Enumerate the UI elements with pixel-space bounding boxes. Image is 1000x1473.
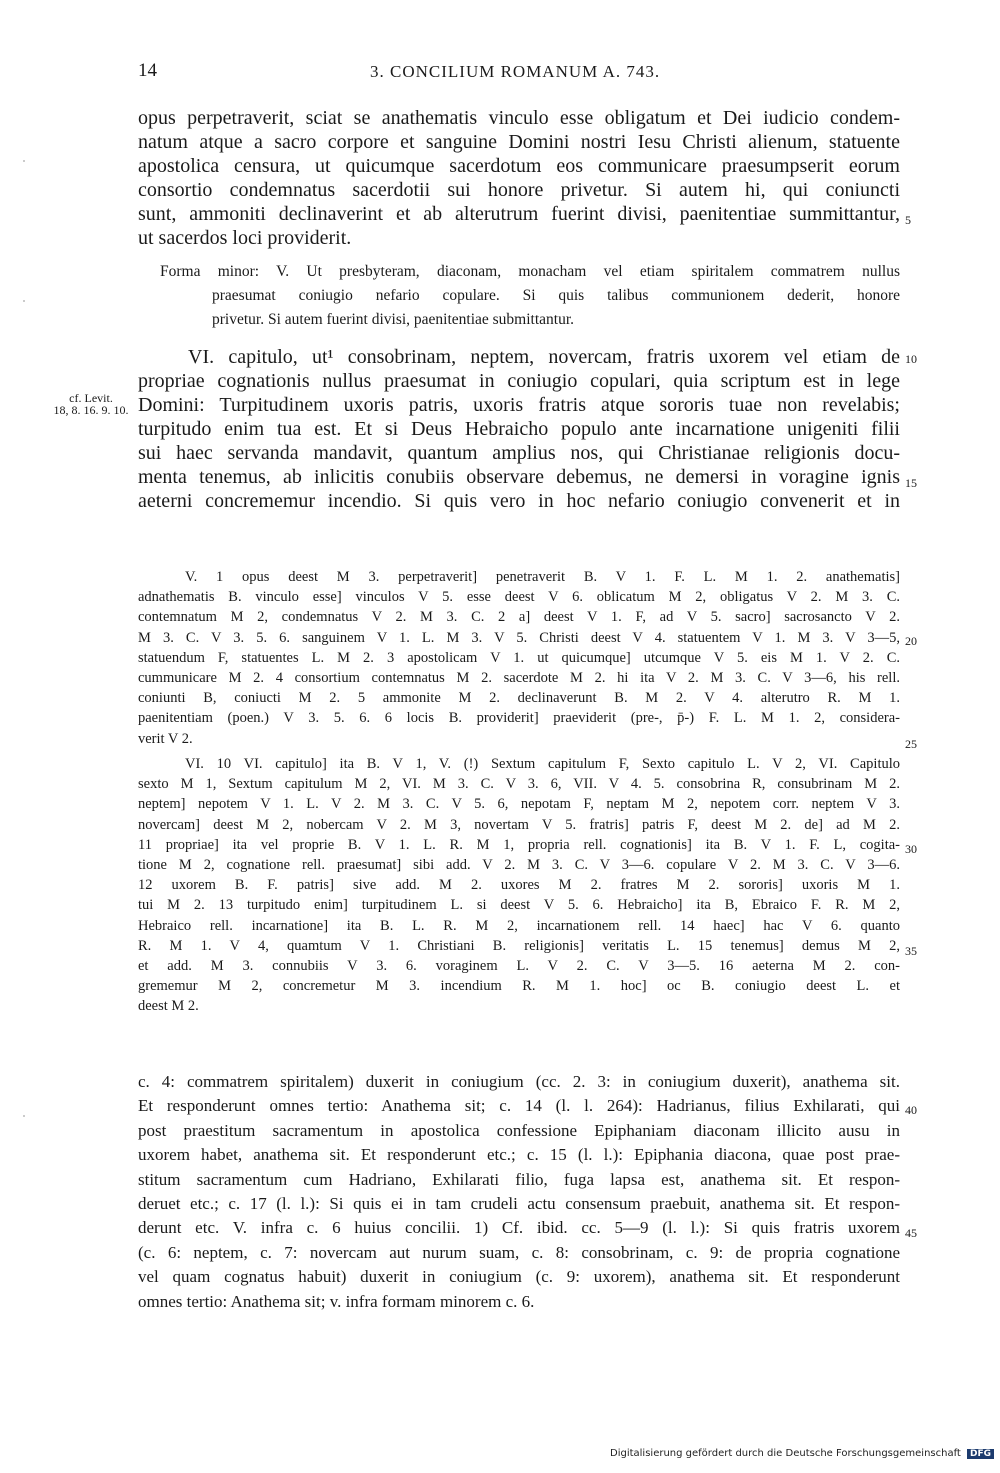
apparatus-line: VI. 10 VI. capitulo] ita B. V 1, V. (!) Sextum capitulum F, Sexto capitulo L. V 2, VI. Capitulo	[185, 756, 900, 772]
line-number: 40	[905, 1103, 917, 1117]
line-number: 10	[905, 352, 917, 366]
apparatus-line: V. 1 opus deest M 3. perpetraverit] penetraverit B. V 1. F. L. M 1. 2. anathematis]	[185, 569, 900, 585]
main-text-block-1	[138, 106, 900, 250]
apparatus-line: Hebraico rell. incarnatione] ita B. L. R. M 2, incarnationem rell. 14 haec] hac V 6. quanto	[138, 917, 900, 934]
apparatus-line: adnathematis B. vinculo esse] vinculos V 5. esse deest V 6. oblicatum M 2, obligatus V 2. M 3. C.	[138, 589, 900, 606]
footnote-line: Et responderunt omnes tertio: Anathema sit; c. 14 (l. l. 264): Hadrianus, filius Exhilarati, qui	[138, 1096, 900, 1116]
apparatus-line: statuendum F, statuentes L. M 2. 3 apostolicam V 1. ut quicumque] utcumque V 5. eis M 1. V 2. C.	[138, 649, 900, 666]
text-line: turpitudo enim tua est. Et si Deus Hebraicho populo ante incarnatione unigeniti filii	[138, 418, 900, 440]
scan-speck	[23, 160, 25, 162]
line-number: 35	[905, 944, 917, 958]
forma-minor-block	[160, 260, 900, 332]
line-number: 30	[905, 842, 917, 856]
apparatus-line: tui M 2. 13 turpitudo enim] turpitudinem L. si deest V 5. 6. Hebraicho] ita B, Ebraico F. R. M 2,	[138, 897, 900, 914]
text-line: menta tenemus, ab inlicitis conubiis observare debemus, ne demersi in voragine ignis	[138, 466, 900, 488]
apparatus-block-1	[138, 567, 900, 749]
page-header	[138, 60, 898, 84]
page-number: 14	[138, 60, 157, 81]
text-line: sui haec servanda mandavit, quantum amplius nos, qui Christianae religionis docu-	[138, 442, 900, 464]
footnote-line: derunt etc. V. infra c. 6 huius concilii. 1) Cf. ibid. cc. 5—9 (l. l.): Si quis fratris uxorem	[138, 1218, 900, 1238]
apparatus-line: et add. M 3. connubiis V 3. 6. voraginem L. V 2. C. V 3—5. 16 aeterna M 2. con-	[138, 957, 900, 974]
text-line: ut sacerdos loci providerit.	[138, 227, 352, 249]
text-line: opus perpetraverit, sciat se anathematis vinculo esse obligatum et Dei iudicio condem-	[138, 107, 900, 129]
apparatus-line: M 3. C. V 3. 5. 6. sanguinem V 1. L. M 3. V 5. Christi deest V 4. statuentem V 1. M 3. V 3—5,	[138, 629, 900, 646]
footnote-line: c. 4: commatrem spiritalem) duxerit in coniugium (cc. 2. 3: in coniugium duxerit), anathema sit.	[138, 1072, 900, 1091]
apparatus-line: grememur M 2, concremetur M 3. incendium R. M 1. hoc] oc B. coniugio deest L. et	[138, 978, 900, 995]
footer-text: Digitalisierung gefördert durch die Deutsche Forschungsgemeinschaft	[610, 1448, 961, 1459]
apparatus-line: verit V 2.	[138, 730, 193, 747]
footnote-line: uxorem habet, anathema sit. Et responderunt etc.; c. 15 (l. l.): Epiphania diacona, quae post prae-	[138, 1145, 900, 1165]
text-line: aeterni concrememur incendio. Si quis vero in hoc nefario coniugio convenerit et in	[138, 490, 900, 512]
apparatus-line: paenitentiam (poen.) V 3. 5. 6. 6 locis B. providerit] praeviderit (pre-, p̄-) F. L. M 1. 2, considera-	[138, 710, 900, 727]
text-line: propriae cognationis nullus praesumat in coniugio copulari, quia scriptum est in lege	[138, 370, 900, 392]
main-text-block-2	[138, 345, 900, 513]
apparatus-line: coniunti B, coniucti M 2. 5 ammonite M 2. declinaverunt B. M 2. V 4. alterutro R. M 1.	[138, 690, 900, 707]
text-line: VI. capitulo, ut¹ consobrinam, neptem, novercam, fratris uxorem vel etiam de	[188, 346, 900, 368]
apparatus-line: cummunicare M 2. 4 consortium contemnatus M 2. sacerdote M 2. hi ita V 2. M 3. C. V 3—6, his rell.	[138, 669, 900, 686]
line-number: 25	[905, 737, 917, 751]
line-number: 20	[905, 634, 917, 648]
digitization-footer	[610, 1448, 994, 1459]
footnote-line: post praestitum sacramentum in apostolica confessione Epiphaniam diaconam illicito ausu in	[138, 1120, 900, 1140]
scan-speck	[23, 1115, 25, 1117]
margin-reference-line: cf. Levit.	[69, 391, 113, 405]
apparatus-line: novercam] deest M 2, nobercam V 2. M 3, novertam V 5. fratris] patris F, deest M 2. de] ad M 2.	[138, 816, 900, 833]
footnote-line: stitum sacramentum cum Hadriano, Exhilarati filio, fuga lapsa est, anathema sit. Et respon-	[138, 1169, 900, 1189]
apparatus-line: R. M 1. V 4, quamtum V 1. Christiani B. religionis] veritatis L. 15 tenemus] demus M 2,	[138, 937, 900, 954]
running-head: 3. CONCILIUM ROMANUM A. 743.	[370, 62, 661, 81]
margin-reference-line: 18, 8. 16. 9. 10.	[53, 403, 129, 417]
forma-line: Forma minor: V. Ut presbyteram, diaconam, monacham vel etiam spiritalem commatrem nullus	[160, 263, 900, 280]
apparatus-line: tione M 2, cognatione rell. praesumat] sibi add. V 2. M 3. C. V 3—6. copulare V 2. M 3. C. V 3—6.	[138, 856, 900, 873]
margin-reference	[48, 392, 134, 416]
apparatus-line: deest M 2.	[138, 998, 199, 1015]
line-number: 45	[905, 1226, 917, 1240]
line-number: 15	[905, 476, 917, 490]
text-line: Domini: Turpitudinem uxoris patris, uxoris fratris atque sororis tuae non revelabis;	[138, 394, 900, 416]
apparatus-line: contemnatum M 2, condemnatus V 2. M 3. C. 2 a] deest V 1. F, ad V 5. sacro] sacrosancto V 2.	[138, 609, 900, 626]
footnote-line: omnes tertio: Anathema sit; v. infra formam minorem c. 6.	[138, 1291, 535, 1311]
line-number: 5	[905, 213, 911, 227]
text-line: apostolica censura, ut quicumque sacerdotum eos communicare praesumpserit eorum	[138, 155, 900, 177]
footnote-line: vel quam cognatus habuit) duxerit in coniugium (c. 9: uxorem), anathema sit. Et responderunt	[138, 1267, 900, 1287]
apparatus-line: neptem] nepotem V 1. L. V 2. M 3. C. V 5. 6, nepotam F, neptam M 2, nepotem corr. neptem V 3.	[138, 796, 900, 813]
forma-line: privetur. Si autem fuerint divisi, paenitentiae submittantur.	[212, 311, 575, 328]
dfg-logo: DFG	[967, 1449, 994, 1459]
footnote-line: deruet etc.; c. 17 (l. l.): Si quis ei in tam crudeli actu consensum praebuit, anathema sit. Et respon-	[138, 1193, 900, 1213]
text-line: sunt, ammoniti declinaverint et ab alterutrum fuerint divisi, paenitentiae summittantur,	[138, 203, 900, 225]
apparatus-line: sexto M 1, Sextum capitulum M 2, VI. M 3. C. V 3. 6, VII. V 4. 5. consobrina R, consubrinam M 2.	[138, 776, 900, 793]
footnotes-block	[138, 1070, 900, 1314]
text-line: consortio condemnatus sacerdotii sui honore privetur. Si autem hi, qui coniuncti	[138, 179, 900, 201]
apparatus-line: 12 uxorem B. F. patris] sive add. M 2. uxores M 2. fratres M 2. sororis] uxoris M 1.	[138, 877, 900, 894]
footnote-line: (c. 6: neptem, c. 7: novercam aut nurum suam, c. 8: consobrinam, c. 9: de propria cognatione	[138, 1242, 900, 1262]
apparatus-block-2	[138, 754, 900, 1016]
text-line: natum atque a sacro corpore et sanguine Domini nostri Iesu Christi alienum, statuente	[138, 131, 900, 153]
scan-speck	[23, 300, 25, 302]
forma-line: praesumat coniugio nefario copulare. Si quis talibus communionem dederit, honore	[212, 287, 900, 304]
apparatus-line: 11 propriae] ita vel proprie B. V 1. L. R. M 1, propria rell. cognationis] ita B. V 1. F. L, cogita-	[138, 836, 900, 853]
